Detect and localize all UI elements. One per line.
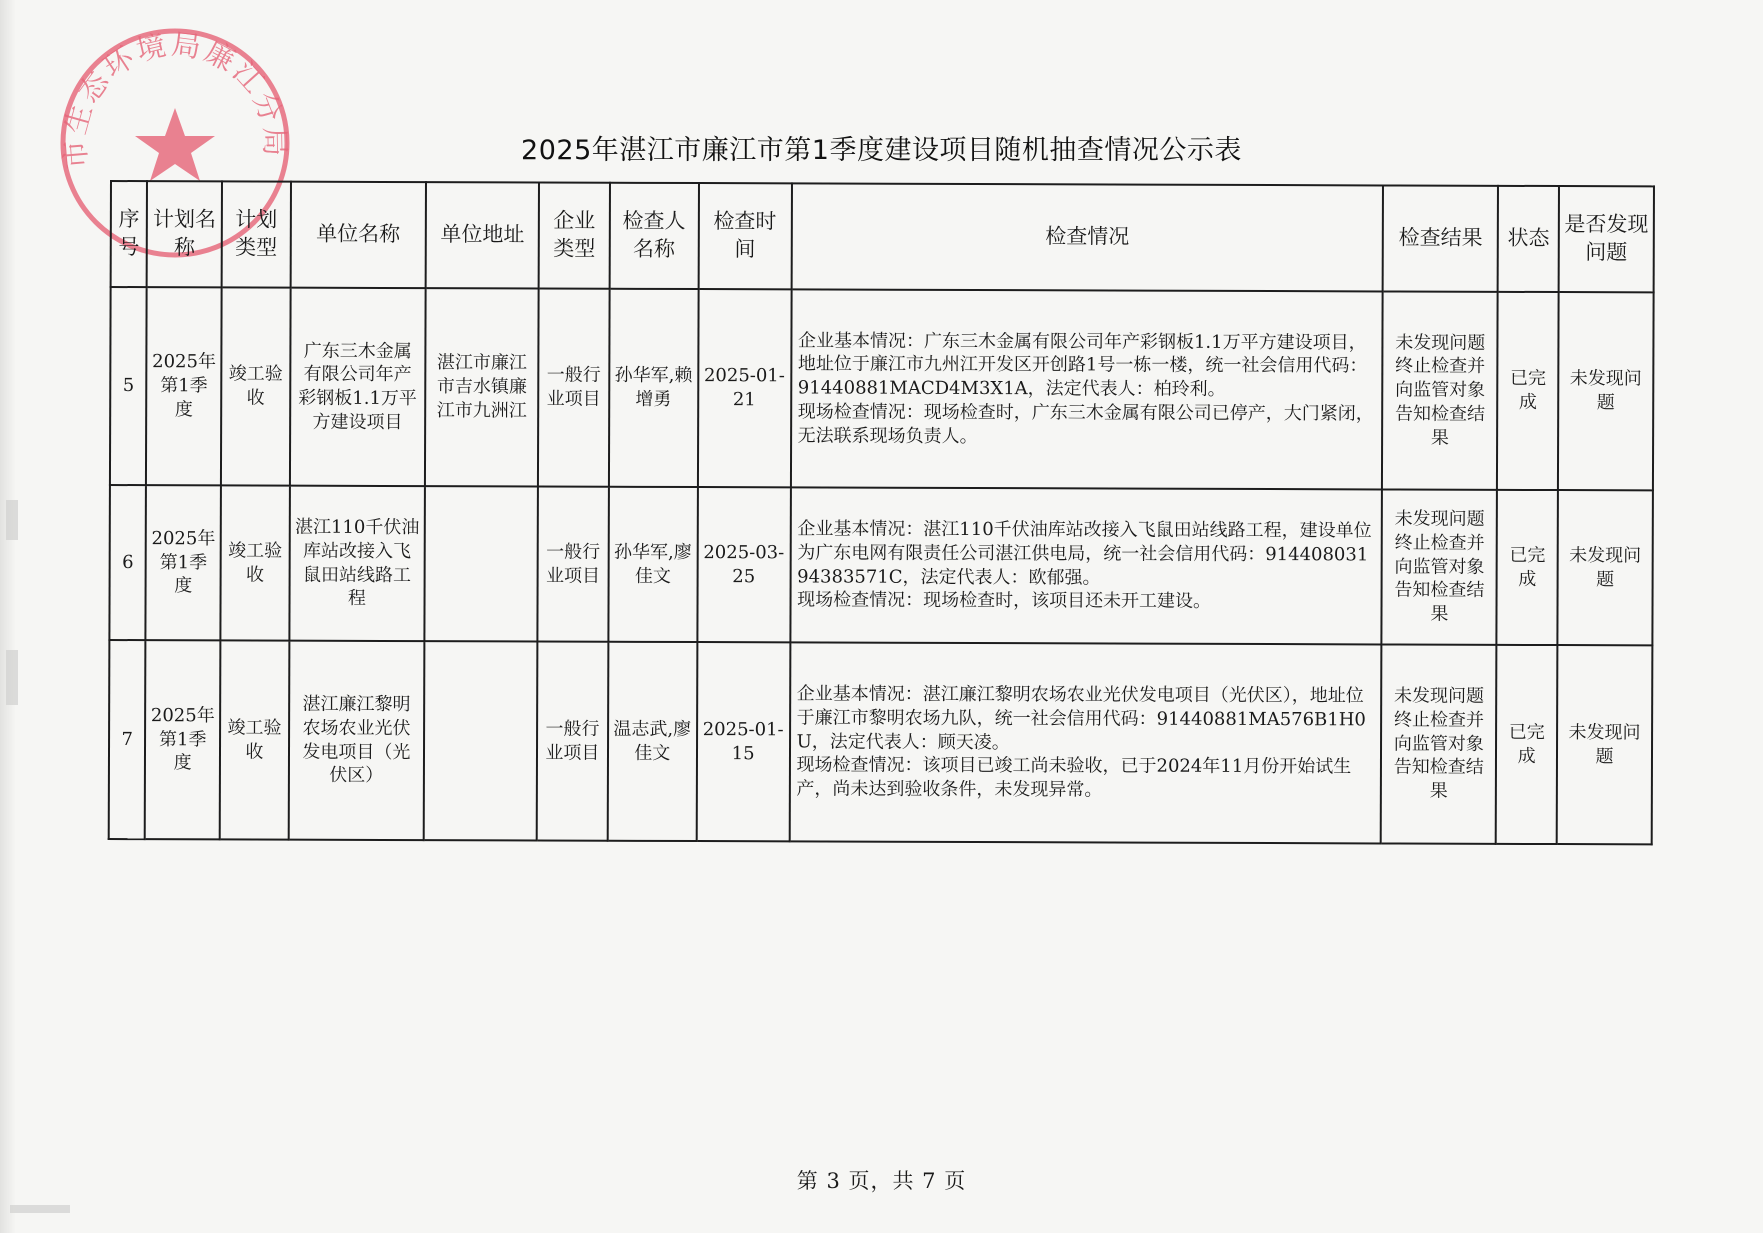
header-plan-type: 计划类型	[222, 181, 291, 287]
inspection-basic-info: 企业基本情况：湛江110千伏油库站改接入飞鼠田站线路工程，建设单位为广东电网有限责任公司湛江供电局，统一社会信用代码：91440803194383571C，法定代表人：欧郁强。	[797, 518, 1372, 588]
header-seq: 序号	[111, 181, 148, 287]
header-unit-name: 单位名称	[290, 182, 426, 288]
header-inspection: 检查情况	[791, 183, 1383, 291]
scan-artifact	[6, 650, 18, 705]
cell-seq: 6	[109, 485, 146, 640]
header-status: 状态	[1498, 186, 1559, 292]
cell-inspection	[789, 642, 1381, 843]
header-unit-address: 单位地址	[426, 182, 539, 288]
cell-enterprise-type: 一般行业项目	[538, 288, 609, 486]
cell-unit-name: 广东三木金属有限公司年产彩钢板1.1万平方建设项目	[290, 288, 426, 486]
cell-problem-found: 未发现问题	[1557, 645, 1653, 844]
cell-inspect-time: 2025-01-21	[698, 289, 792, 487]
header-inspector: 检查人名称	[609, 183, 698, 289]
cell-status: 已完成	[1497, 292, 1558, 490]
cell-problem-found: 未发现问题	[1557, 490, 1653, 645]
table-header-row	[111, 181, 1654, 292]
cell-inspector: 孙华军,赖增勇	[609, 289, 699, 487]
inspection-site-info: 现场检查情况：该项目已竣工尚未验收，已于2024年11月份开始试生产，尚未达到验收条件，未发现异常。	[796, 754, 1352, 801]
inspection-site-info: 现场检查情况：现场检查时，广东三木金属有限公司已停产，大门紧闭，无法联系现场负责人。	[797, 401, 1374, 447]
scan-artifact	[6, 500, 18, 540]
header-inspect-time: 检查时间	[698, 183, 791, 289]
inspection-table	[108, 180, 1655, 845]
inspection-site-info: 现场检查情况：现场检查时，该项目还未开工建设。	[797, 589, 1212, 613]
header-enterprise-type: 企业类型	[539, 182, 610, 288]
cell-result: 未发现问题终止检查并向监管对象告知检查结果	[1382, 489, 1498, 644]
cell-enterprise-type: 一般行业项目	[538, 486, 609, 641]
cell-inspector: 孙华军,廖佳文	[608, 487, 697, 642]
cell-plan-type: 竣工验收	[220, 640, 289, 839]
cell-unit-address	[424, 486, 538, 641]
table-row	[109, 485, 1653, 645]
inspection-basic-info: 企业基本情况：湛江廉江黎明农场农业光伏发电项目（光伏区），地址位于廉江市黎明农场九队，统一社会信用代码：91440881MA576B1H0U，法定代表人：顾天凌。	[796, 683, 1366, 753]
cell-inspection	[790, 487, 1382, 644]
cell-inspector: 温志武,廖佳文	[607, 642, 697, 841]
cell-plan-type: 竣工验收	[220, 485, 289, 640]
cell-status: 已完成	[1496, 645, 1557, 844]
cell-unit-name: 湛江110千伏油库站改接入飞鼠田站线路工程	[289, 486, 425, 641]
cell-plan-name: 2025年第1季度	[146, 485, 221, 640]
cell-result: 未发现问题终止检查并向监管对象告知检查结果	[1382, 291, 1498, 489]
cell-inspection	[790, 289, 1382, 489]
cell-seq: 5	[110, 287, 147, 485]
header-result: 检查结果	[1383, 185, 1498, 291]
page-title: 2025年湛江市廉江市第1季度建设项目随机抽查情况公示表	[521, 135, 1242, 166]
table-row	[110, 287, 1654, 490]
cell-unit-name: 湛江廉江黎明农场农业光伏发电项目（光伏区）	[288, 641, 424, 840]
cell-plan-name: 2025年第1季度	[146, 287, 221, 485]
page-number-footer: 第 3 页，共 7 页	[796, 1169, 967, 1193]
cell-seq: 7	[109, 640, 146, 839]
cell-unit-address	[424, 641, 538, 840]
cell-enterprise-type: 一般行业项目	[537, 641, 608, 840]
seal-text: 市生态环境局廉江分局	[57, 26, 293, 171]
header-problem-found: 是否发现问题	[1559, 186, 1654, 292]
cell-plan-name: 2025年第1季度	[145, 640, 220, 839]
header-plan-name: 计划名称	[147, 181, 222, 287]
cell-inspect-time: 2025-03-25	[697, 487, 790, 642]
cell-inspect-time: 2025-01-15	[696, 642, 790, 841]
cell-plan-type: 竣工验收	[221, 287, 290, 485]
cell-problem-found: 未发现问题	[1558, 292, 1654, 490]
cell-unit-address: 湛江市廉江市吉水镇廉江市九洲江	[425, 288, 539, 486]
inspection-basic-info: 企业基本情况：广东三木金属有限公司年产彩钢板1.1万平方建设项目，地址位于廉江市九州江开发区开创路1号一栋一楼，统一社会信用代码：91440881MACD4M3X1A，法定代表人：柏玲利。	[797, 330, 1368, 401]
cell-result: 未发现问题终止检查并向监管对象告知检查结果	[1381, 644, 1497, 843]
scan-artifact	[10, 1205, 70, 1213]
scan-edge	[0, 0, 16, 1233]
table-row	[109, 640, 1653, 844]
cell-status: 已完成	[1497, 490, 1558, 645]
